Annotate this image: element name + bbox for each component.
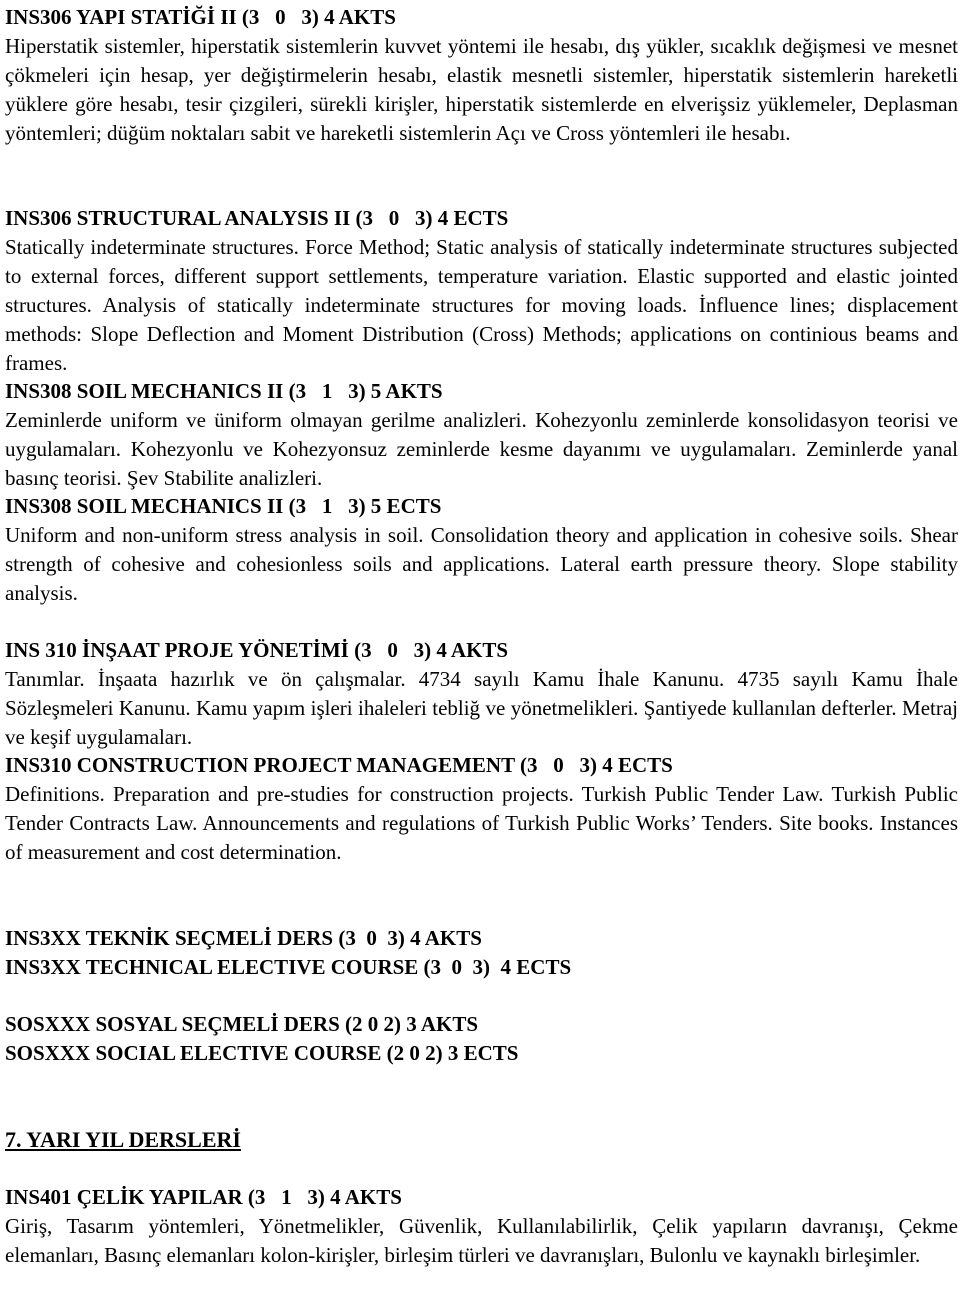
course-heading: INS401 ÇELİK YAPILAR (3 1 3) 4 AKTS	[5, 1185, 402, 1209]
course-heading: INS3XX TECHNICAL ELECTIVE COURSE (3 0 3) 4 ECTS	[5, 955, 572, 979]
course-heading: SOSXXX SOSYAL SEÇMELİ DERS (2 0 2) 3 AKTS	[5, 1012, 479, 1036]
course-description: Tanımlar. İnşaata hazırlık ve ön çalışmalar. 4734 sayılı Kamu İhale Kanunu. 4735 sayılı Kamu İhale Sözleşmeleri Kanunu. Kamu yapım işleri ihaleleri tebliğ ve yönetmelikleri. Şantiyede kullanılan defterler. Metraj ve keşif uygulamaları.	[5, 667, 958, 749]
course-heading: INS308 SOIL MECHANICS II (3 1 3) 5 AKTS	[5, 379, 443, 403]
course-description: Giriş, Tasarım yöntemleri, Yönetmelikler, Güvenlik, Kullanılabilirlik, Çelik yapıların davranışı, Çekme elemanları, Basınç elemanları kolon-kirişler, birleşim türleri ve davranışları, Bulonlu ve kaynaklı birleşimler.	[5, 1214, 958, 1267]
course-heading: INS306 STRUCTURAL ANALYSIS II (3 0 3) 4 ECTS	[5, 206, 509, 230]
course-heading: INS3XX TEKNİK SEÇMELİ DERS (3 0 3) 4 AKTS	[5, 926, 482, 950]
course-description: Definitions. Preparation and pre-studies for construction projects. Turkish Public Tender Law. Turkish Public Tender Contracts Law. Announcements and regulations of Turkish Public Works’ Tenders. Site books. Instances of measurement and cost determination.	[5, 782, 958, 864]
course-description: Statically indeterminate structures. Force Method; Static analysis of statically indeterminate structures subjected to external forces, different support settlements, temperature variation. Elastic supported and elastic jointed structures. Analysis of statically indeterminate structures for moving loads. İnfluence lines; displacement methods: Slope Deflection and Moment Distribution (Cross) Methods; applications on continious beams and frames.	[5, 235, 958, 375]
course-description: Hiperstatik sistemler, hiperstatik sistemlerin kuvvet yöntemi ile hesabı, dış yükler, sıcaklık değişmesi ve mesnet çökmeleri için hesap, yer değiştirmelerin hesabı, elastik mesnetli sistemler, hiperstatik sistemlerin hareketli yüklere göre hesabı, tesir çizgileri, sürekli kirişler, hiperstatik sistemlerde en elverişsiz yüklemeler, Deplasman yöntemleri; düğüm noktaları sabit ve hareketli sistemlerin Açı ve Cross yöntemleri ile hesabı.	[5, 34, 958, 145]
section-title: 7. YARI YIL DERSLERİ	[5, 1127, 241, 1152]
course-description: Zeminlerde uniform ve üniform olmayan gerilme analizleri. Kohezyonlu zeminlerde konsolidasyon teorisi ve uygulamaları. Kohezyonlu ve Kohezyonsuz zeminlerde kesme dayanımı ve uygulamaları. Zeminlerde yanal basınç teorisi. Şev Stabilite analizleri.	[5, 408, 958, 490]
course-description: Uniform and non-uniform stress analysis in soil. Consolidation theory and application in cohesive soils. Shear strength of cohesive and cohesionless soils and applications. Lateral earth pressure theory. Slope stability analysis.	[5, 523, 958, 605]
course-heading: INS 310 İNŞAAT PROJE YÖNETİMİ (3 0 3) 4 AKTS	[5, 638, 509, 662]
course-heading: INS306 YAPI STATİĞİ II (3 0 3) 4 AKTS	[5, 5, 396, 29]
course-heading: INS308 SOIL MECHANICS II (3 1 3) 5 ECTS	[5, 494, 442, 518]
course-heading: SOSXXX SOCIAL ELECTIVE COURSE (2 0 2) 3 ECTS	[5, 1041, 519, 1065]
course-heading: INS310 CONSTRUCTION PROJECT MANAGEMENT (3 0 3) 4 ECTS	[5, 753, 673, 777]
